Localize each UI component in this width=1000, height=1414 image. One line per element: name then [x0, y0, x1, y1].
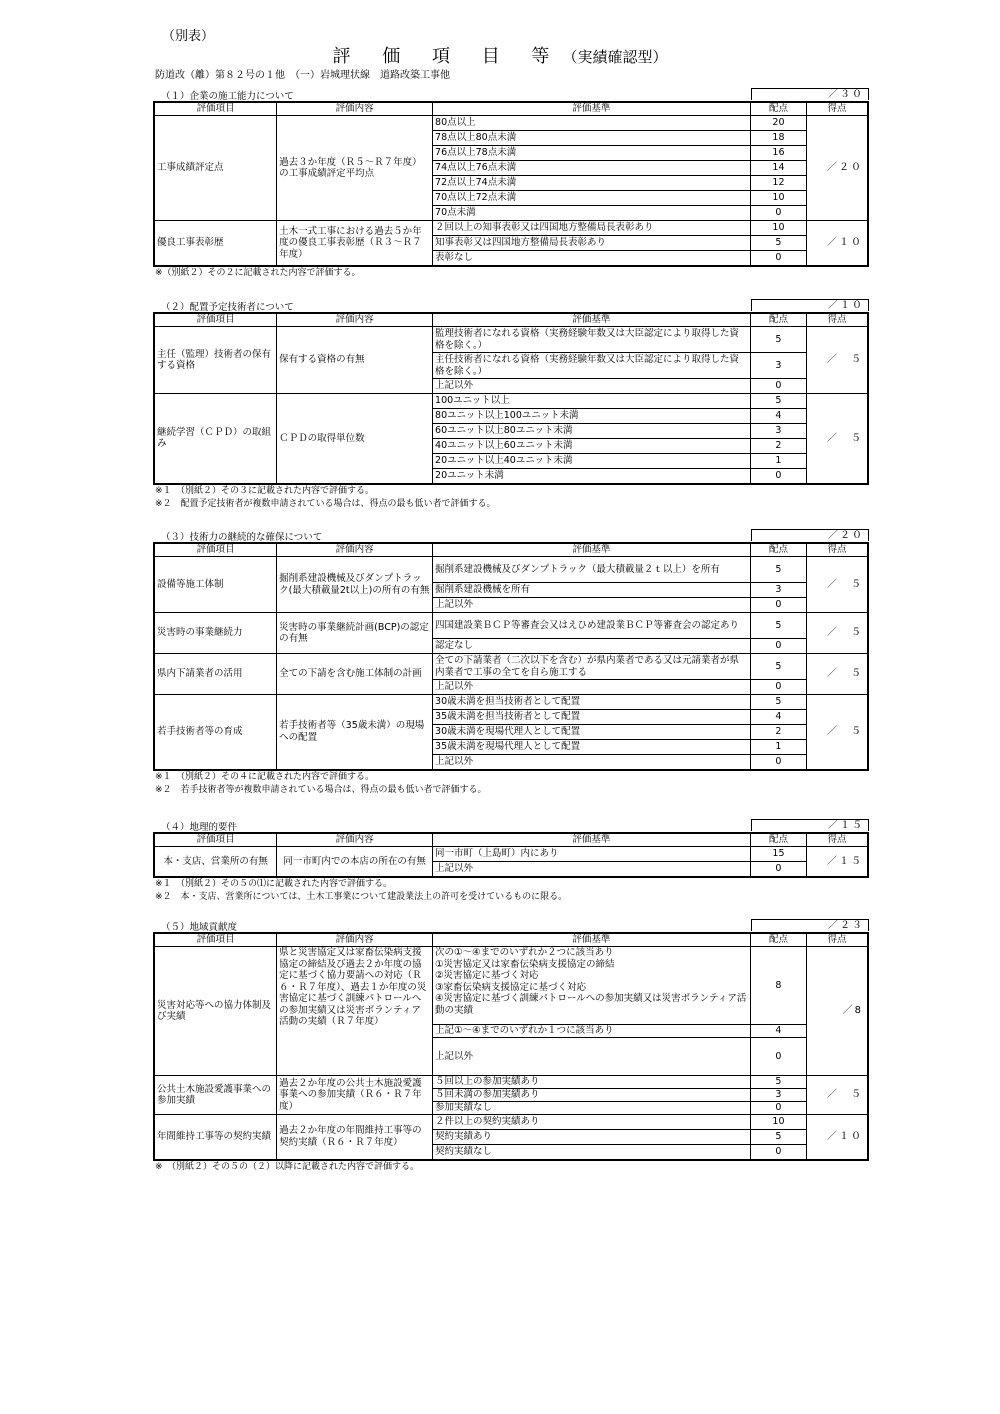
criteria-cell: ２件以上の契約実績あり: [433, 1115, 751, 1130]
score-cell: ／ ５: [807, 327, 868, 394]
header-row: [154, 102, 868, 116]
note: ※２ 本・支店、営業所については、土木工事業について建設業法上の許可を受けているものに限る。: [155, 891, 568, 902]
score-cell: ／8: [807, 947, 868, 1076]
points-cell: 18: [750, 131, 806, 146]
points-cell: 0: [750, 1145, 806, 1160]
eval-table: [153, 312, 869, 485]
item-cell: 継続学習（ＣＰＤ）の取組み: [154, 394, 277, 484]
points-cell: 5: [750, 327, 806, 353]
criteria-cell: 上記以外: [433, 379, 751, 394]
note: ※２ 配置予定技術者が複数申請されている場合は、得点の最も低い者で評価する。: [155, 498, 496, 509]
section-total: ／２３: [751, 919, 869, 931]
points-cell: 3: [750, 1089, 806, 1102]
item-cell: 県内下請業者の活用: [154, 654, 277, 695]
note: ※１ （別紙２）その４に記載された内容で評価する。: [155, 771, 375, 782]
criteria-cell: 知事表彰又は四国地方整備局長表彰あり: [433, 236, 751, 251]
score-cell: ／ ５: [807, 394, 868, 484]
section-title: （２）配置予定技術者について: [161, 302, 294, 313]
criteria-cell: ５回未満の参加実績あり: [433, 1089, 751, 1102]
col-header: 評価基準: [433, 102, 751, 116]
criteria-cell: 契約実績なし: [433, 1145, 751, 1160]
points-cell: 3: [750, 353, 806, 379]
col-header: 得点: [807, 933, 868, 947]
section-total: ／１５: [751, 819, 869, 831]
criteria-cell: 35歳未満を現場代理人として配置: [433, 740, 751, 755]
item-cell: 若手技術者等の育成: [154, 695, 277, 770]
points-cell: 0: [750, 251, 806, 266]
item-cell: 災害対応等への協力体制及び実績: [154, 947, 277, 1076]
points-cell: 15: [750, 847, 806, 862]
eval-table: [153, 832, 869, 878]
criteria-line: 次の①～④までのいずれか２つに該当あり: [435, 947, 614, 958]
criteria-cell: 監理技術者になれる資格（実務経験年数又は大臣認定により取得した資格を除く。）: [433, 327, 751, 353]
criteria-cell: 76点以上78点未満: [433, 146, 751, 161]
points-cell: 1: [750, 454, 806, 469]
criteria-cell: 主任技術者になれる資格（実務経験年数又は大臣認定により取得した資格を除く。）: [433, 353, 751, 379]
item-cell: 主任（監理）技術者の保有する資格: [154, 327, 277, 394]
section-total: ／３０: [751, 88, 869, 100]
item-cell: 年間維持工事等の契約実績: [154, 1115, 277, 1160]
col-header: 評価項目: [154, 102, 277, 116]
page-title: [0, 42, 1000, 68]
section-total: ／２０: [751, 529, 869, 541]
appendix-label: （別表）: [162, 29, 215, 44]
points-cell: 10: [750, 221, 806, 236]
points-cell: 0: [750, 680, 806, 695]
criteria-cell: 上記以外: [433, 755, 751, 770]
score-cell: ／ ５: [807, 1076, 868, 1115]
criteria-line: ③家畜伝染病支援協定に基づく対応: [435, 981, 587, 993]
points-cell: 5: [750, 1076, 806, 1089]
eval-table: [153, 101, 869, 267]
col-header: 評価内容: [277, 102, 433, 116]
points-cell: 4: [750, 1025, 806, 1038]
points-cell: 4: [750, 409, 806, 424]
criteria-cell: 上記以外: [433, 680, 751, 695]
criteria-cell: ２回以上の知事表彰又は四国地方整備局長表彰あり: [433, 221, 751, 236]
content-cell: 過去３か年度（Ｒ５～Ｒ７年度）の工事成績評定平均点: [277, 116, 433, 221]
criteria-cell: 70点以上72点未満: [433, 191, 751, 206]
section-4: [153, 819, 869, 904]
col-header: 得点: [807, 102, 868, 116]
points-cell: 12: [750, 176, 806, 191]
criteria-cell: 上記①～④までのいずれか１つに該当あり: [433, 1025, 751, 1038]
criteria-cell: 72点以上74点未満: [433, 176, 751, 191]
section-title: （３）技術力の継続的な確保について: [161, 532, 323, 543]
note: ※１ （別紙２）その５の⑴に記載された内容で評価する。: [155, 878, 393, 889]
col-header: 得点: [807, 543, 868, 557]
points-cell: 5: [750, 695, 806, 710]
content-cell: 保有する資格の有無: [277, 327, 433, 394]
item-cell: 工事成績評定点: [154, 116, 277, 221]
points-cell: 0: [750, 1038, 806, 1076]
section-total: ／１０: [751, 299, 869, 311]
criteria-cell: 80ユニット以上100ユニット未満: [433, 409, 751, 424]
col-header: 評価基準: [433, 543, 751, 557]
col-header: 得点: [807, 313, 868, 327]
criteria-cell: 全ての下請業者（二次以下を含む）が県内業者である又は元請業者が県内業者で工事の全てを自ら施工する: [433, 654, 751, 680]
col-header: 配点: [750, 313, 806, 327]
item-cell: 公共土木施設愛護事業への参加実績: [154, 1076, 277, 1115]
criteria-line: ②災害協定に基づく対応: [435, 970, 539, 981]
content-cell: 過去２か年度の年間維持工事等の契約実績（Ｒ６・Ｒ７年度）: [277, 1115, 433, 1160]
item-cell: 災害時の事業継続力: [154, 613, 277, 654]
criteria-cell: ５回以上の参加実績あり: [433, 1076, 751, 1089]
points-cell: 5: [750, 557, 806, 583]
points-cell: 5: [750, 654, 806, 680]
col-header: 配点: [750, 543, 806, 557]
title-main: 評 価 項 目 等: [332, 46, 563, 67]
criteria-cell: 同一市町（上島町）内にあり: [433, 847, 751, 862]
criteria-cell: 参加実績なし: [433, 1102, 751, 1115]
content-cell: 同一市町内での本店の所在の有無: [277, 847, 433, 877]
points-cell: 1: [750, 740, 806, 755]
item-cell: 優良工事表彰歴: [154, 221, 277, 266]
content-cell: 全ての下請を含む施工体制の計画: [277, 654, 433, 695]
score-cell: ／ ５: [807, 613, 868, 654]
col-header: 評価項目: [154, 543, 277, 557]
col-header: 評価基準: [433, 933, 751, 947]
points-cell: 0: [750, 469, 806, 484]
criteria-cell: 表彰なし: [433, 251, 751, 266]
item-cell: 本・支店、営業所の有無: [154, 847, 277, 877]
note: ※１ （別紙２）その３に記載された内容で評価する。: [155, 485, 375, 496]
project-subject: 防道改（離）第８２号の１他 （一）岩城理状線 道路改築工事他: [155, 70, 450, 81]
col-header: 評価内容: [277, 933, 433, 947]
criteria-line: ④災害協定に基づく訓練パトロールへの参加実績又は災害ボランティア活動の実績: [435, 993, 747, 1016]
col-header: 評価項目: [154, 313, 277, 327]
criteria-cell: 100ユニット以上: [433, 394, 751, 409]
criteria-cell: 40ユニット以上60ユニット未満: [433, 439, 751, 454]
item-cell: 設備等施工体制: [154, 557, 277, 613]
content-cell: 掘削系建設機械及びダンプトラック(最大積載量2t以上)の所有の有無: [277, 557, 433, 613]
note: ※（別紙２）その２に記載された内容で評価する。: [155, 267, 361, 278]
criteria-cell: 20ユニット以上40ユニット未満: [433, 454, 751, 469]
points-cell: 5: [750, 394, 806, 409]
criteria-cell: 上記以外: [433, 862, 751, 877]
criteria-cell: 契約実績あり: [433, 1130, 751, 1145]
criteria-cell: 上記以外: [433, 598, 751, 613]
criteria-cell: 認定なし: [433, 639, 751, 654]
criteria-cell: 30歳未満を担当技術者として配置: [433, 695, 751, 710]
score-cell: ／ ５: [807, 654, 868, 695]
criteria-line: ①災害協定又は家畜伝染病支援協定の締結: [435, 958, 615, 970]
points-cell: 4: [750, 710, 806, 725]
col-header: 評価項目: [154, 933, 277, 947]
points-cell: 14: [750, 161, 806, 176]
points-cell: 0: [750, 755, 806, 770]
col-header: 評価項目: [154, 833, 277, 847]
points-cell: 20: [750, 116, 806, 131]
score-cell: ／ ５: [807, 557, 868, 613]
col-header: 配点: [750, 933, 806, 947]
criteria-cell: 四国建設業ＢＣＰ等審査会又はえひめ建設業ＢＣＰ等審査会の認定あり: [433, 613, 751, 639]
content-cell: 県と災害協定又は家畜伝染病支援協定の締結及び過去２か年度の協定に基づく協力要請への対応（Ｒ６・Ｒ７年度）、過去１か年度の災害協定に基づく訓練パトロールへの参加実績又は災害ボランティア活動の実績（Ｒ７年度）: [277, 947, 433, 1076]
points-cell: 2: [750, 439, 806, 454]
section-title: （４）地理的要件: [161, 822, 238, 833]
title-sub: （実績確認型）: [562, 48, 668, 66]
col-header: 評価内容: [277, 833, 433, 847]
section-5: [153, 919, 869, 1174]
points-cell: 2: [750, 725, 806, 740]
section-2: [153, 299, 869, 511]
points-cell: 0: [750, 862, 806, 877]
col-header: 評価基準: [433, 833, 751, 847]
criteria-cell: 35歳未満を担当技術者として配置: [433, 710, 751, 725]
criteria-cell: 20ユニット未満: [433, 469, 751, 484]
section-1: [153, 88, 869, 280]
eval-table: [153, 542, 869, 771]
section-title: （５）地域貢献度: [161, 922, 238, 933]
section-title: （１）企業の施工能力について: [161, 91, 294, 102]
points-cell: 0: [750, 1102, 806, 1115]
points-cell: 3: [750, 583, 806, 598]
points-cell: 5: [750, 613, 806, 639]
points-cell: 0: [750, 639, 806, 654]
points-cell: 10: [750, 191, 806, 206]
col-header: 評価基準: [433, 313, 751, 327]
content-cell: ＣＰＤの取得単位数: [277, 394, 433, 484]
points-cell: 5: [750, 236, 806, 251]
criteria-cell: 80点以上: [433, 116, 751, 131]
score-cell: ／２０: [807, 116, 868, 221]
note: ※２ 若手技術者等が複数申請されている場合は、得点の最も低い者で評価する。: [155, 784, 487, 795]
points-cell: 3: [750, 424, 806, 439]
criteria-cell: 掘削系建設機械及びダンプトラック（最大積載量２ｔ以上）を所有: [433, 557, 751, 583]
section-3: [153, 529, 869, 797]
content-cell: 過去２か年度の公共土木施設愛護事業への参加実績（Ｒ６・Ｒ７年度）: [277, 1076, 433, 1115]
criteria-cell: 78点以上80点未満: [433, 131, 751, 146]
criteria-cell: 掘削系建設機械を所有: [433, 583, 751, 598]
content-cell: 若手技術者等（35歳未満）の現場への配置: [277, 695, 433, 770]
col-header: 配点: [750, 102, 806, 116]
note: ※ （別紙２）その５の（２）以降に記載された内容で評価する。: [155, 1161, 420, 1172]
criteria-cell: 60ユニット以上80ユニット未満: [433, 424, 751, 439]
points-cell: 10: [750, 1115, 806, 1130]
points-cell: 16: [750, 146, 806, 161]
points-cell: 0: [750, 206, 806, 221]
col-header: 得点: [807, 833, 868, 847]
score-cell: ／ ５: [807, 695, 868, 770]
criteria-cell: 74点以上76点未満: [433, 161, 751, 176]
score-cell: ／１０: [807, 1115, 868, 1160]
eval-table: [153, 932, 869, 1161]
criteria-cell: 70点未満: [433, 206, 751, 221]
criteria-cell: 30歳未満を現場代理人として配置: [433, 725, 751, 740]
criteria-cell: 上記以外: [433, 1038, 751, 1076]
points-cell: 0: [750, 379, 806, 394]
col-header: 評価内容: [277, 313, 433, 327]
criteria-cell: [433, 947, 751, 1025]
points-cell: 0: [750, 598, 806, 613]
col-header: 配点: [750, 833, 806, 847]
content-cell: 土木一式工事における過去５か年度の優良工事表彰歴（Ｒ３～Ｒ７年度）: [277, 221, 433, 266]
content-cell: 災害時の事業継続計画(BCP)の認定の有無: [277, 613, 433, 654]
col-header: 評価内容: [277, 543, 433, 557]
points-cell: 5: [750, 1130, 806, 1145]
score-cell: ／１０: [807, 221, 868, 266]
points-cell: 8: [750, 947, 806, 1025]
score-cell: ／１５: [807, 847, 868, 877]
